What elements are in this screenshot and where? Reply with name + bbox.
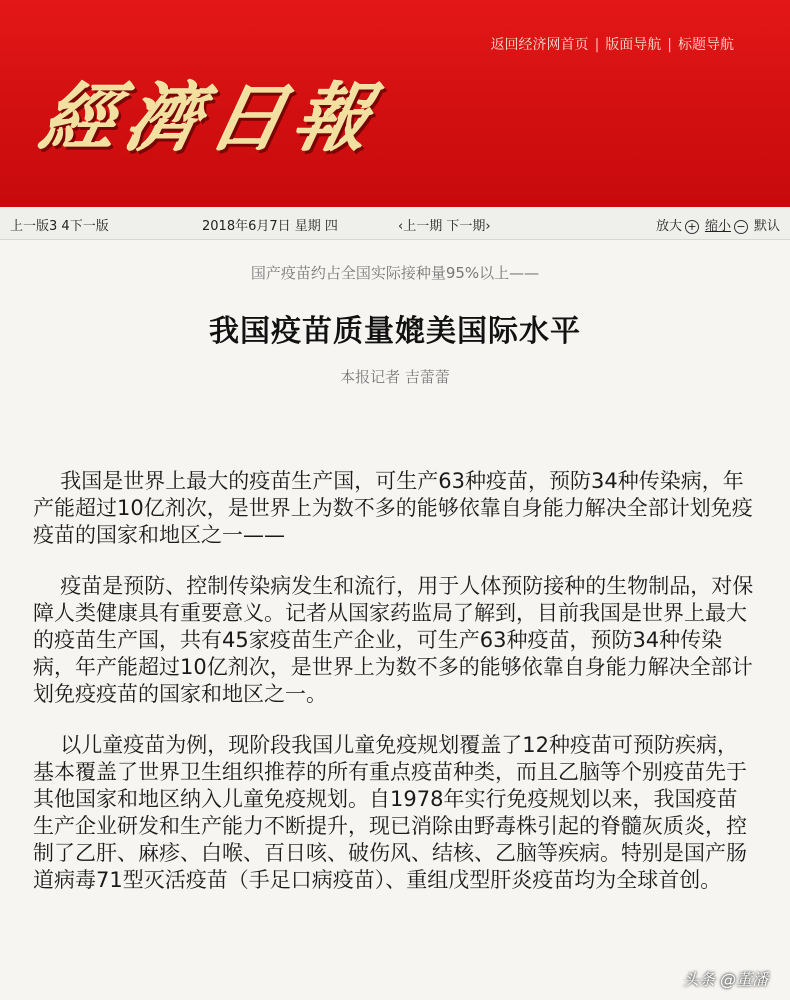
left-arrow-icon: ‹ — [398, 219, 404, 234]
zoom-out-button[interactable]: 缩小 — [704, 219, 731, 234]
article-subtitle: 国产疫苗约占全国实际接种量95%以上—— — [250, 264, 540, 282]
plus-icon[interactable]: + — [685, 220, 699, 234]
issue-date: 2018年6月7日 星期 四 — [202, 219, 338, 234]
link-title-nav[interactable]: 标题导航 — [678, 37, 734, 53]
source-watermark: 头条 @董潘 — [682, 970, 768, 989]
next-issue-link[interactable]: 下一期 — [446, 219, 486, 234]
link-page-nav[interactable]: 版面导航 — [605, 37, 662, 53]
page-navbar — [0, 207, 790, 240]
prev-page-link[interactable]: 上一版3 — [10, 219, 58, 234]
article-paragraph: 以儿童疫苗为例，现阶段我国儿童免疫规划覆盖了12种疫苗可预防疾病，基本覆盖了世界卫生组织推荐的所有重点疫苗种类，而且乙脑等个别疫苗先于其他国家和地区纳入儿童免疫规划。自1978年实行免疫规划以来，我国疫苗生产企业研发和生产能力不断提升，现已消除由野毒株引起的脊髓灰质炎，控制了乙肝、麻疹、白喉、百日咳、破伤风、结核、乙脑等疾病。特别是国产肠道病毒71型灭活疫苗（手足口病疫苗）、重组戊型肝炎疫苗均为全球首创。 — [33, 733, 747, 892]
default-zoom-button[interactable]: 默认 — [753, 219, 780, 234]
page-nav — [10, 215, 109, 234]
zoom-in-button[interactable]: 放大 — [655, 219, 682, 234]
article-body — [33, 468, 757, 918]
newspaper-logo: 經濟日報 — [34, 76, 389, 162]
article-byline: 本报记者 吉蕾蕾 — [340, 368, 450, 386]
next-page-link[interactable]: 4下一版 — [61, 219, 109, 234]
link-separator: | — [667, 37, 672, 53]
minus-icon[interactable]: − — [734, 220, 748, 234]
zoom-controls — [656, 215, 780, 234]
link-home[interactable]: 返回经济网首页 — [490, 37, 589, 53]
link-separator: | — [594, 37, 600, 53]
masthead-links — [491, 34, 734, 54]
issue-nav — [398, 215, 491, 234]
article-headline: 我国疫苗质量媲美国际水平 — [209, 314, 581, 349]
prev-issue-link[interactable]: 上一期 — [403, 219, 443, 234]
article-paragraph: 我国是世界上最大的疫苗生产国，可生产63种疫苗，预防34种传染病，年产能超过10亿剂次，是世界上为数不多的能够依靠自身能力解决全部计划免疫疫苗的国家和地区之一—— — [33, 469, 753, 547]
right-arrow-icon: › — [485, 219, 491, 234]
masthead-banner — [0, 0, 790, 207]
article-paragraph: 疫苗是预防、控制传染病发生和流行，用于人体预防接种的生物制品，对保障人类健康具有重要意义。记者从国家药监局了解到，目前我国是世界上最大的疫苗生产国，共有45家疫苗生产企业，可生产63种疫苗，预防34种传染病，年产能超过10亿剂次，是世界上为数不多的能够依靠自身能力解决全部计划免疫疫苗的国家和地区之一。 — [33, 574, 754, 706]
